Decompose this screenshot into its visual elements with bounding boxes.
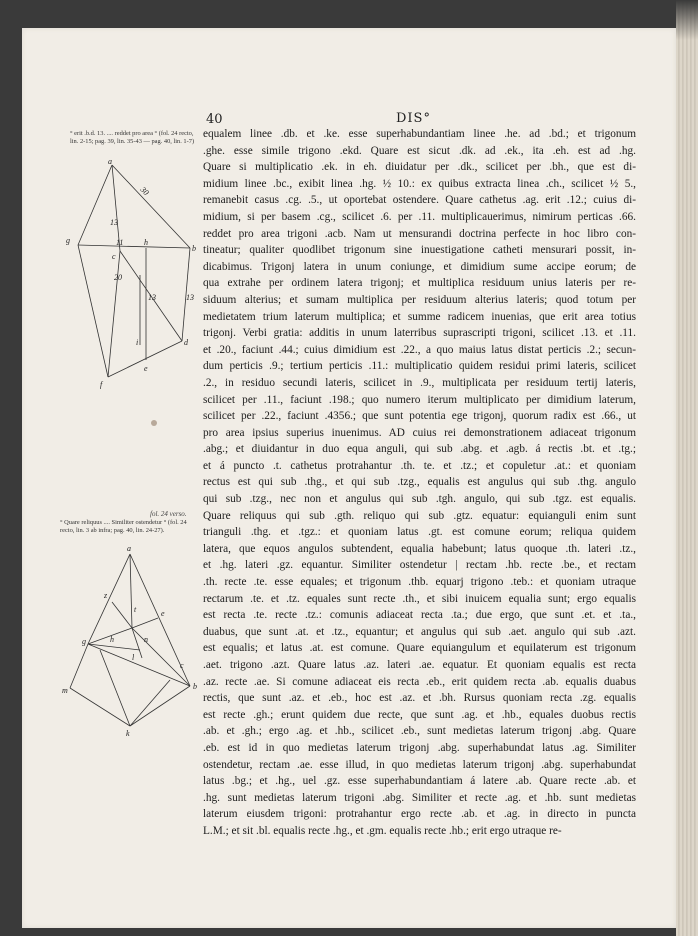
fig2-label-l: l <box>132 653 135 662</box>
text-line: est recte .gh.; erunt quidem due recte, que sunt .ag. et .hb., equales duobus rectis <box>203 708 636 721</box>
text-line: .ghe. esse simile trigono .ekd. Quare est sicut .dk. ad .ek., ita .eh. est ad .hg. <box>203 144 636 157</box>
figure-triangle-1 <box>60 155 210 395</box>
text-line: pro area ipsius superius inuenimus. AD cuius rei demonstrationem adiaceat trigonum <box>203 426 636 439</box>
text-line: .ab. et .gh.; ergo .ag. et .hb., scilicet .eb., sunt medietas laterum trigonj .abg. Quare <box>203 725 636 738</box>
text-line: scilicet per .22., faciunt .4356.; que sunt potentia ege trigonj, quorum radix est .66., ut <box>203 410 636 423</box>
text-line: qui sub .tzg., nec non et angulus qui sub .tgh. angulo, qui sub .tgz. est equalis. <box>203 493 636 506</box>
text-line: .aet. trigono .azt. Quare latus .az. lateri .ae. equatur. Et quoniam equalis est recta <box>203 659 636 671</box>
fig1-num-13a: 13 <box>110 218 118 227</box>
fig1-label-i: i <box>136 338 139 347</box>
fig2-label-e: e <box>161 609 165 618</box>
fig2-label-a: a <box>127 544 131 553</box>
text-line: rectis, que sunt .az. et .eb., hoc est .az. et .bh. Rursus quoniam recta .zg. equalis <box>203 692 636 705</box>
page-stack-edge <box>676 0 698 936</box>
fig1-num-20: 20 <box>114 273 122 282</box>
figure1-lines <box>78 165 190 377</box>
fig2-label-c: c <box>180 661 184 670</box>
text-line: rectarum .te. et .tz. equales sunt recte .th., et sibi inuicem equalia sunt; ergo equalis <box>203 592 636 605</box>
text-line: ostendetur, rectam .ae. esse illud, in quo medietas laterum trigonj .abg. superhabundat <box>203 758 636 771</box>
text-line: dicabimus. Trigonj latera in unum coniunge, et dimidium sume accipe eorum; de <box>203 260 636 273</box>
text-line: .hg. sunt medietas laterum trigoni .abg. Similiter et recte .ag. et .hb. sunt medietas <box>203 791 636 804</box>
fig2-label-n: n <box>144 635 148 644</box>
text-line: et á puncto .t. cathetus protrahantur .th. te. et .tz.; et copuletur .at.: et quoniam <box>203 459 636 472</box>
fig2-label-t: t <box>134 605 137 614</box>
text-line: trigonj. Verbi gratia: additis in unum laterribus suprascripti trigoni, scilicet .13. et .11. <box>203 327 636 340</box>
page-number: 40 <box>206 112 223 127</box>
text-line: midium linee .bc., exibit linea .hg. ½ 10.: ex quibus extracta linea .ch., scilicet ½ 5., <box>203 177 636 190</box>
fig1-label-g: g <box>66 236 70 245</box>
fig2-label-b: b <box>193 682 197 691</box>
text-line: qua extrahe per ordinem latera trigonj; et multiplica residuum unius lateris per re- <box>203 277 636 290</box>
text-line: medietatem trium laterum multiplica; et summe radicem inuenias, que erit area totius <box>203 310 636 323</box>
fig1-num-13b: 13 <box>148 293 156 302</box>
fig1-label-d: d <box>184 338 188 347</box>
fig1-num-13c: 13 <box>186 293 194 302</box>
text-line: latus .bg.; et .hg., uel .gz. esse superhabundantiam á latere .ab. Quare recte .ab. et <box>203 775 636 788</box>
fig2-label-h: h <box>110 635 114 644</box>
fig2-label-z: z <box>104 591 108 600</box>
marginal-note-fol24: fol. 24 verso. <box>150 510 187 518</box>
fig2-label-m: m <box>62 686 68 695</box>
text-line: .eb. est id in quo medietas laterum trigonj .abg. superhabundat latus .ag. Similiter <box>203 741 636 754</box>
text-line: laterum eiusdem trigoni: protrahantur ergo recte .ab. et .ag. in directo in puncta <box>203 808 636 821</box>
fig1-label-h: h <box>144 238 148 247</box>
text-line: duabus, que sunt .at. et .tz., equantur; et angulus qui sub .aet. angulo qui sub .azt. <box>203 625 636 638</box>
running-head: DIS° <box>396 111 431 126</box>
marginal-note-2: ° Quare reliquus .... Similiter ostendetur ° (fol. 24 recto, lin. 3 ab infra; pag. 40, lin. 24-27). <box>60 519 187 534</box>
figure-triangle-2 <box>60 540 210 740</box>
text-line: Quare reliquus qui sub .gth. reliquo qui sub .gtz. equatur: equianguli enim sunt <box>203 509 636 522</box>
text-line: reddet pro area trigoni .acb. Nam ut mensurandi doctrina perfecte in hoc libro con- <box>203 227 636 240</box>
fig1-label-f: f <box>100 380 103 389</box>
text-line: est equalis; et latus .at. est comune. Quare equiangulum et equilaterum est trigonum <box>203 642 636 655</box>
text-line: rectus est qui sub .thg., et qui sub .tzg., equalis est angulus qui sub .thg. angulo <box>203 476 636 489</box>
fig1-label-b: b <box>192 244 196 253</box>
text-line: siduum alterius; et sumam multiplica per residuum alterius lateris; quod totum per <box>203 293 636 306</box>
text-line: dum perticis .9.; tertium perticis .11.: multiplicatio quidem residui primi lateris, scilicet <box>203 360 636 373</box>
text-line: trianguli .thg. et .tgz.: et quoniam latus .gt. est comune eorum; reliqua quidem <box>203 526 636 539</box>
text-line: equalem linee .db. et .ke. esse superhabundantiam linee .he. ad .bd.; et trigonum <box>203 128 636 140</box>
text-line: Quare si multiplicatio .ek. in eh. diuidatur per .dk., scilicet per .bh., que est di- <box>203 161 636 174</box>
text-line: .abg.; et diuidantur in duo equa anguli, qui sub .abg. et .agb. á rectis .bt. et .tg.; <box>203 443 636 456</box>
text-line: est recta .te. recte .tz.: comunis adiaceat recta .ta.; due ergo, que sunt .et. et .ta., <box>203 609 636 622</box>
figure2-lines <box>70 554 190 726</box>
text-line: et .20., faciunt .44.; cuius dimidium est .22., a quo maius latus distat perticis .2.; secun- <box>203 343 636 356</box>
text-line: remanebit casus .cg. .5., ut oportebat ostendere. Quare cathetus .ag. erit .12.; cuius di- <box>203 194 636 207</box>
fig1-num-30: 30 <box>138 185 151 198</box>
text-line: tineatur; qualiter quodlibet trigonum sine inuestigatione catheti mensurari possit, in- <box>203 244 636 257</box>
text-line: midium, si per basem .cg., scilicet .6. per .11. multiplicauerimus, nimirum perticas .66. <box>203 210 636 223</box>
text-line: .az. recte .ae. Si comune adiaceat eis recta .eb., erit quidem recta .ab. equalis duabus <box>203 675 636 688</box>
text-line: .th. recte .te. esse equales; et trigonum .thb. equarj trigono .teb.: et quoniam utraque <box>203 576 636 589</box>
text-line: et .hg. lateri .gz. equantur. Similiter ostendetur | rectam .hb. recte .be., et rectam <box>203 559 636 572</box>
fig1-label-c: c <box>112 252 116 261</box>
fig2-label-k: k <box>126 729 130 738</box>
text-line: .2., in residuo secundi lateris, scilicet in .9., multiplicata per residuum tertij lateris, <box>203 376 636 389</box>
text-line: scilicet per .11., faciunt .198.; quo numero iterum multiplicato per dimidium laterum, <box>203 393 636 406</box>
main-text <box>203 126 636 840</box>
marginal-note-1: ° erit .b.d. 13. .... reddet pro area ° (fol. 24 recto, lin. 2-15; pag. 39, lin. 35-43 — pag. 40, lin. 1-7) <box>70 130 195 145</box>
text-line: L.M.; et sit .bl. equalis recte .hg., et .gm. equalis recte .hb.; erit ergo utraque re- <box>203 824 562 837</box>
ink-spot <box>151 420 157 426</box>
fig1-label-e: e <box>144 364 148 373</box>
fig2-label-g: g <box>82 637 86 646</box>
text-line: latera, que equos angulos subtendent, equalia habebunt; latus quoque .th. lateri .tz., <box>203 542 636 555</box>
fig1-num-11: 11 <box>116 238 124 247</box>
fig1-label-a: a <box>108 157 112 166</box>
